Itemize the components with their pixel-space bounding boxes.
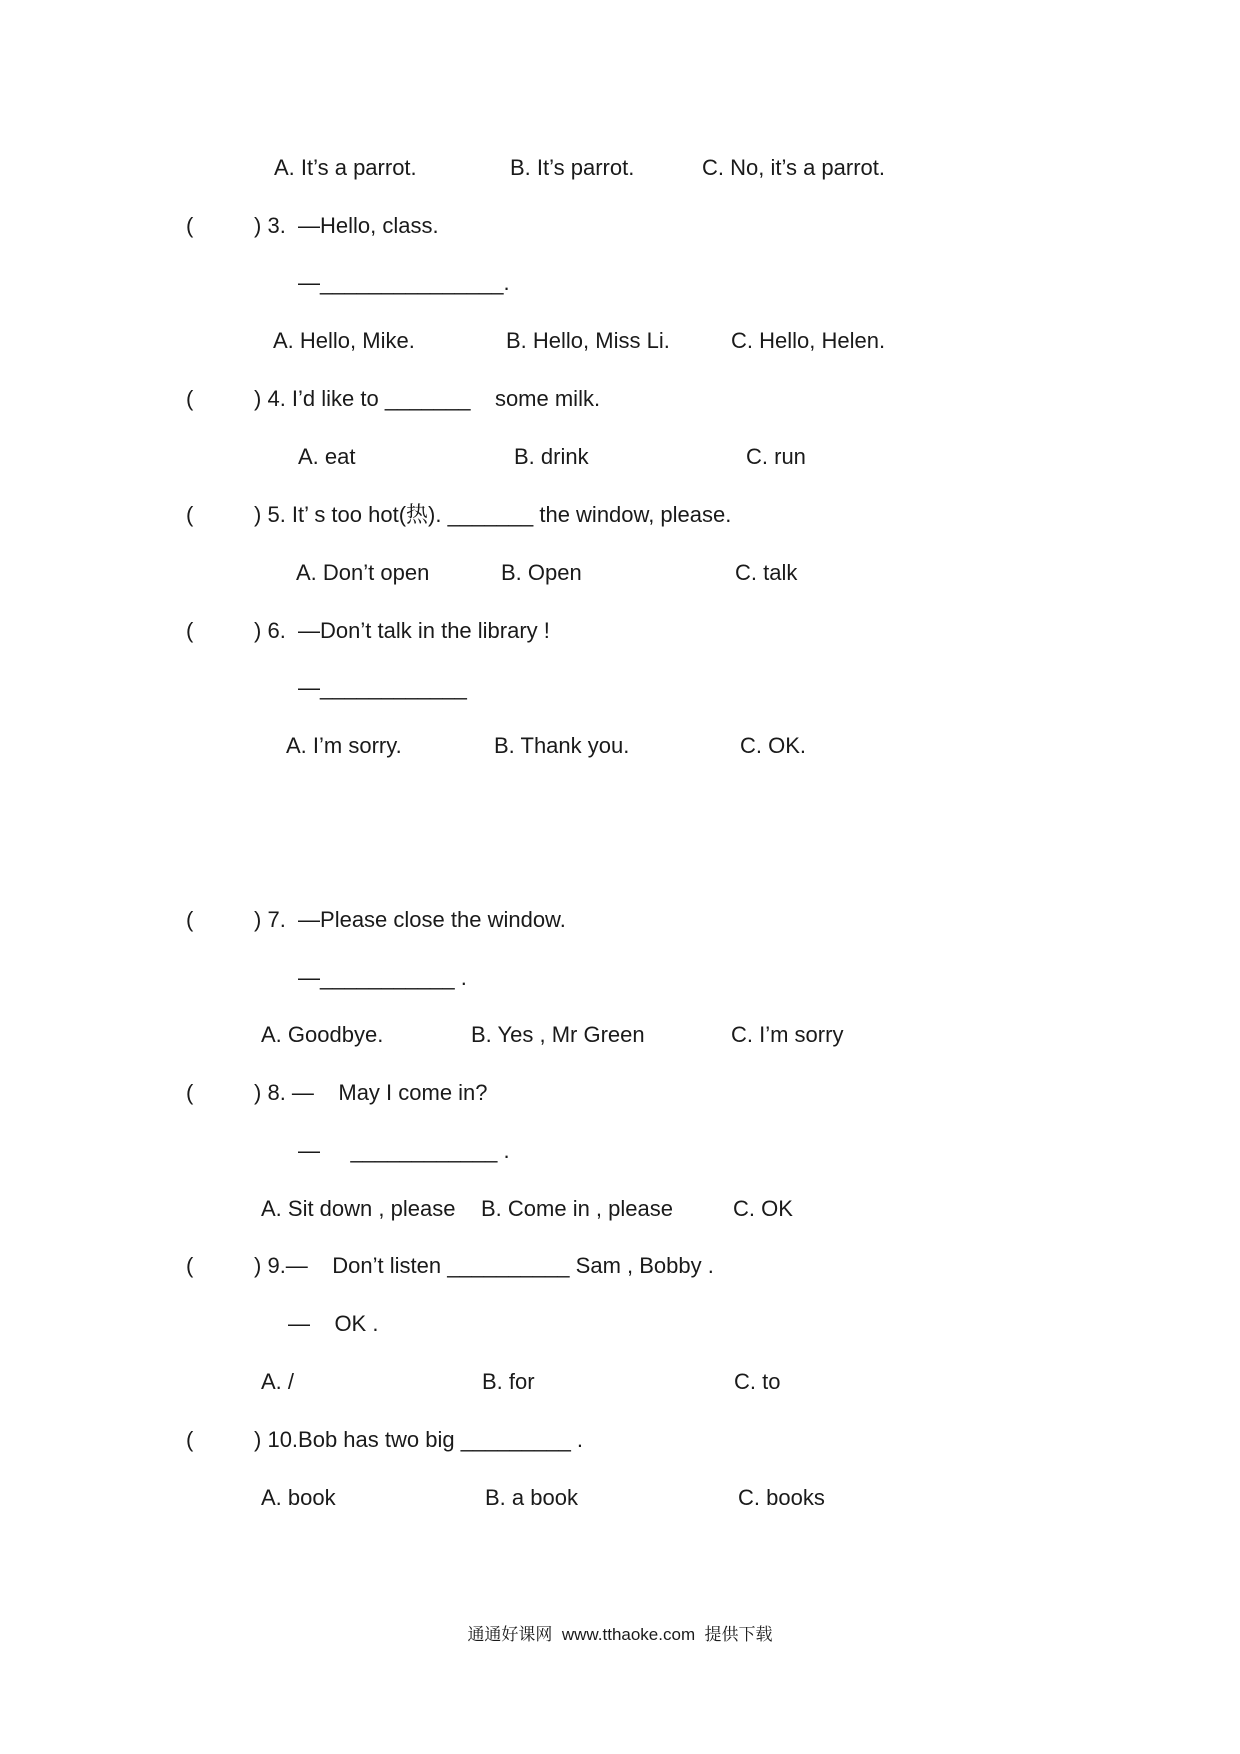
q10-option-c: C. books	[738, 1485, 825, 1510]
q10-option-a: A. book	[261, 1485, 336, 1510]
q7-option-b: B. Yes , Mr Green	[471, 1022, 645, 1047]
q2-option-c: C. No, it’s a parrot.	[702, 155, 885, 180]
q9-option-a: A. /	[261, 1369, 295, 1394]
q5-stem-text: 5. It’ s too hot(热). _______ the window, please.	[267, 502, 732, 527]
q8-option-a: A. Sit down , please	[261, 1196, 456, 1221]
q9-bracket-open: (	[186, 1253, 194, 1278]
q6-stem-text: 6. —Don’t talk in the library !	[267, 618, 550, 643]
q2-option-b: B. It’s parrot.	[510, 155, 635, 180]
q5-bracket-close: )	[254, 502, 262, 527]
q4-stem	[254, 388, 600, 410]
q3-option-b: B. Hello, Miss Li.	[506, 328, 670, 353]
q5-bracket-open: (	[186, 502, 194, 527]
q6-answer-line: —____________	[298, 675, 467, 700]
q7-option-c: C. I’m sorry	[731, 1022, 844, 1047]
q9-stem	[254, 1255, 714, 1277]
q10-bracket-open: (	[186, 1427, 194, 1452]
q8-bracket-close: )	[254, 1080, 262, 1105]
q3-bracket-open: (	[186, 213, 194, 238]
q3-answer-line: —_______________.	[298, 270, 510, 295]
q4-option-c: C. run	[746, 444, 806, 469]
q4-option-a: A. eat	[298, 444, 356, 469]
q7-bracket-open: (	[186, 907, 194, 932]
q5-option-a: A. Don’t open	[296, 560, 430, 585]
q9-option-b: B. for	[482, 1369, 535, 1394]
q8-option-b: B. Come in , please	[481, 1196, 673, 1221]
q6-option-a: A. I’m sorry.	[286, 733, 402, 758]
q4-stem-text: 4. I’d like to _______ some milk.	[267, 386, 601, 411]
q2-option-a: A. It’s a parrot.	[274, 155, 417, 180]
q9-answer-line: — OK .	[288, 1311, 379, 1336]
q6-bracket-open: (	[186, 618, 194, 643]
q7-option-a: A. Goodbye.	[261, 1022, 384, 1047]
q8-stem-text: 8. — May I come in?	[267, 1080, 488, 1105]
q4-bracket-open: (	[186, 386, 194, 411]
q9-option-c: C. to	[734, 1369, 781, 1394]
q3-option-c: C. Hello, Helen.	[731, 328, 886, 353]
q8-bracket-open: (	[186, 1080, 194, 1105]
q6-bracket-close: )	[254, 618, 262, 643]
q8-stem	[254, 1082, 488, 1104]
q5-option-b: B. Open	[501, 560, 582, 585]
q3-stem	[254, 215, 439, 237]
q10-bracket-close: )	[254, 1427, 262, 1452]
q9-stem-text: 9.— Don’t listen __________ Sam , Bobby .	[267, 1253, 714, 1278]
q6-option-c: C. OK.	[740, 733, 807, 758]
q9-bracket-close: )	[254, 1253, 262, 1278]
q3-bracket-close: )	[254, 213, 262, 238]
q5-stem	[254, 504, 731, 526]
q10-option-b: B. a book	[485, 1485, 578, 1510]
q7-stem	[254, 909, 566, 931]
q10-stem-text: 10.Bob has two big _________ .	[267, 1427, 584, 1452]
footer-source-text: 通通好课网 www.tthaoke.com 提供下载	[467, 1625, 773, 1644]
q7-bracket-close: )	[254, 907, 262, 932]
q6-option-b: B. Thank you.	[494, 733, 630, 758]
q8-option-c: C. OK	[733, 1196, 793, 1221]
q4-bracket-close: )	[254, 386, 262, 411]
q5-option-c: C. talk	[735, 560, 798, 585]
q8-answer-line: — ____________ .	[298, 1138, 510, 1163]
q7-stem-text: 7. —Please close the window.	[267, 907, 566, 932]
q10-stem	[254, 1429, 583, 1451]
q6-stem	[254, 620, 550, 642]
q7-answer-line: —___________ .	[298, 965, 467, 990]
q3-option-a: A. Hello, Mike.	[273, 328, 415, 353]
q4-option-b: B. drink	[514, 444, 589, 469]
q3-stem-text: 3. —Hello, class.	[267, 213, 439, 238]
